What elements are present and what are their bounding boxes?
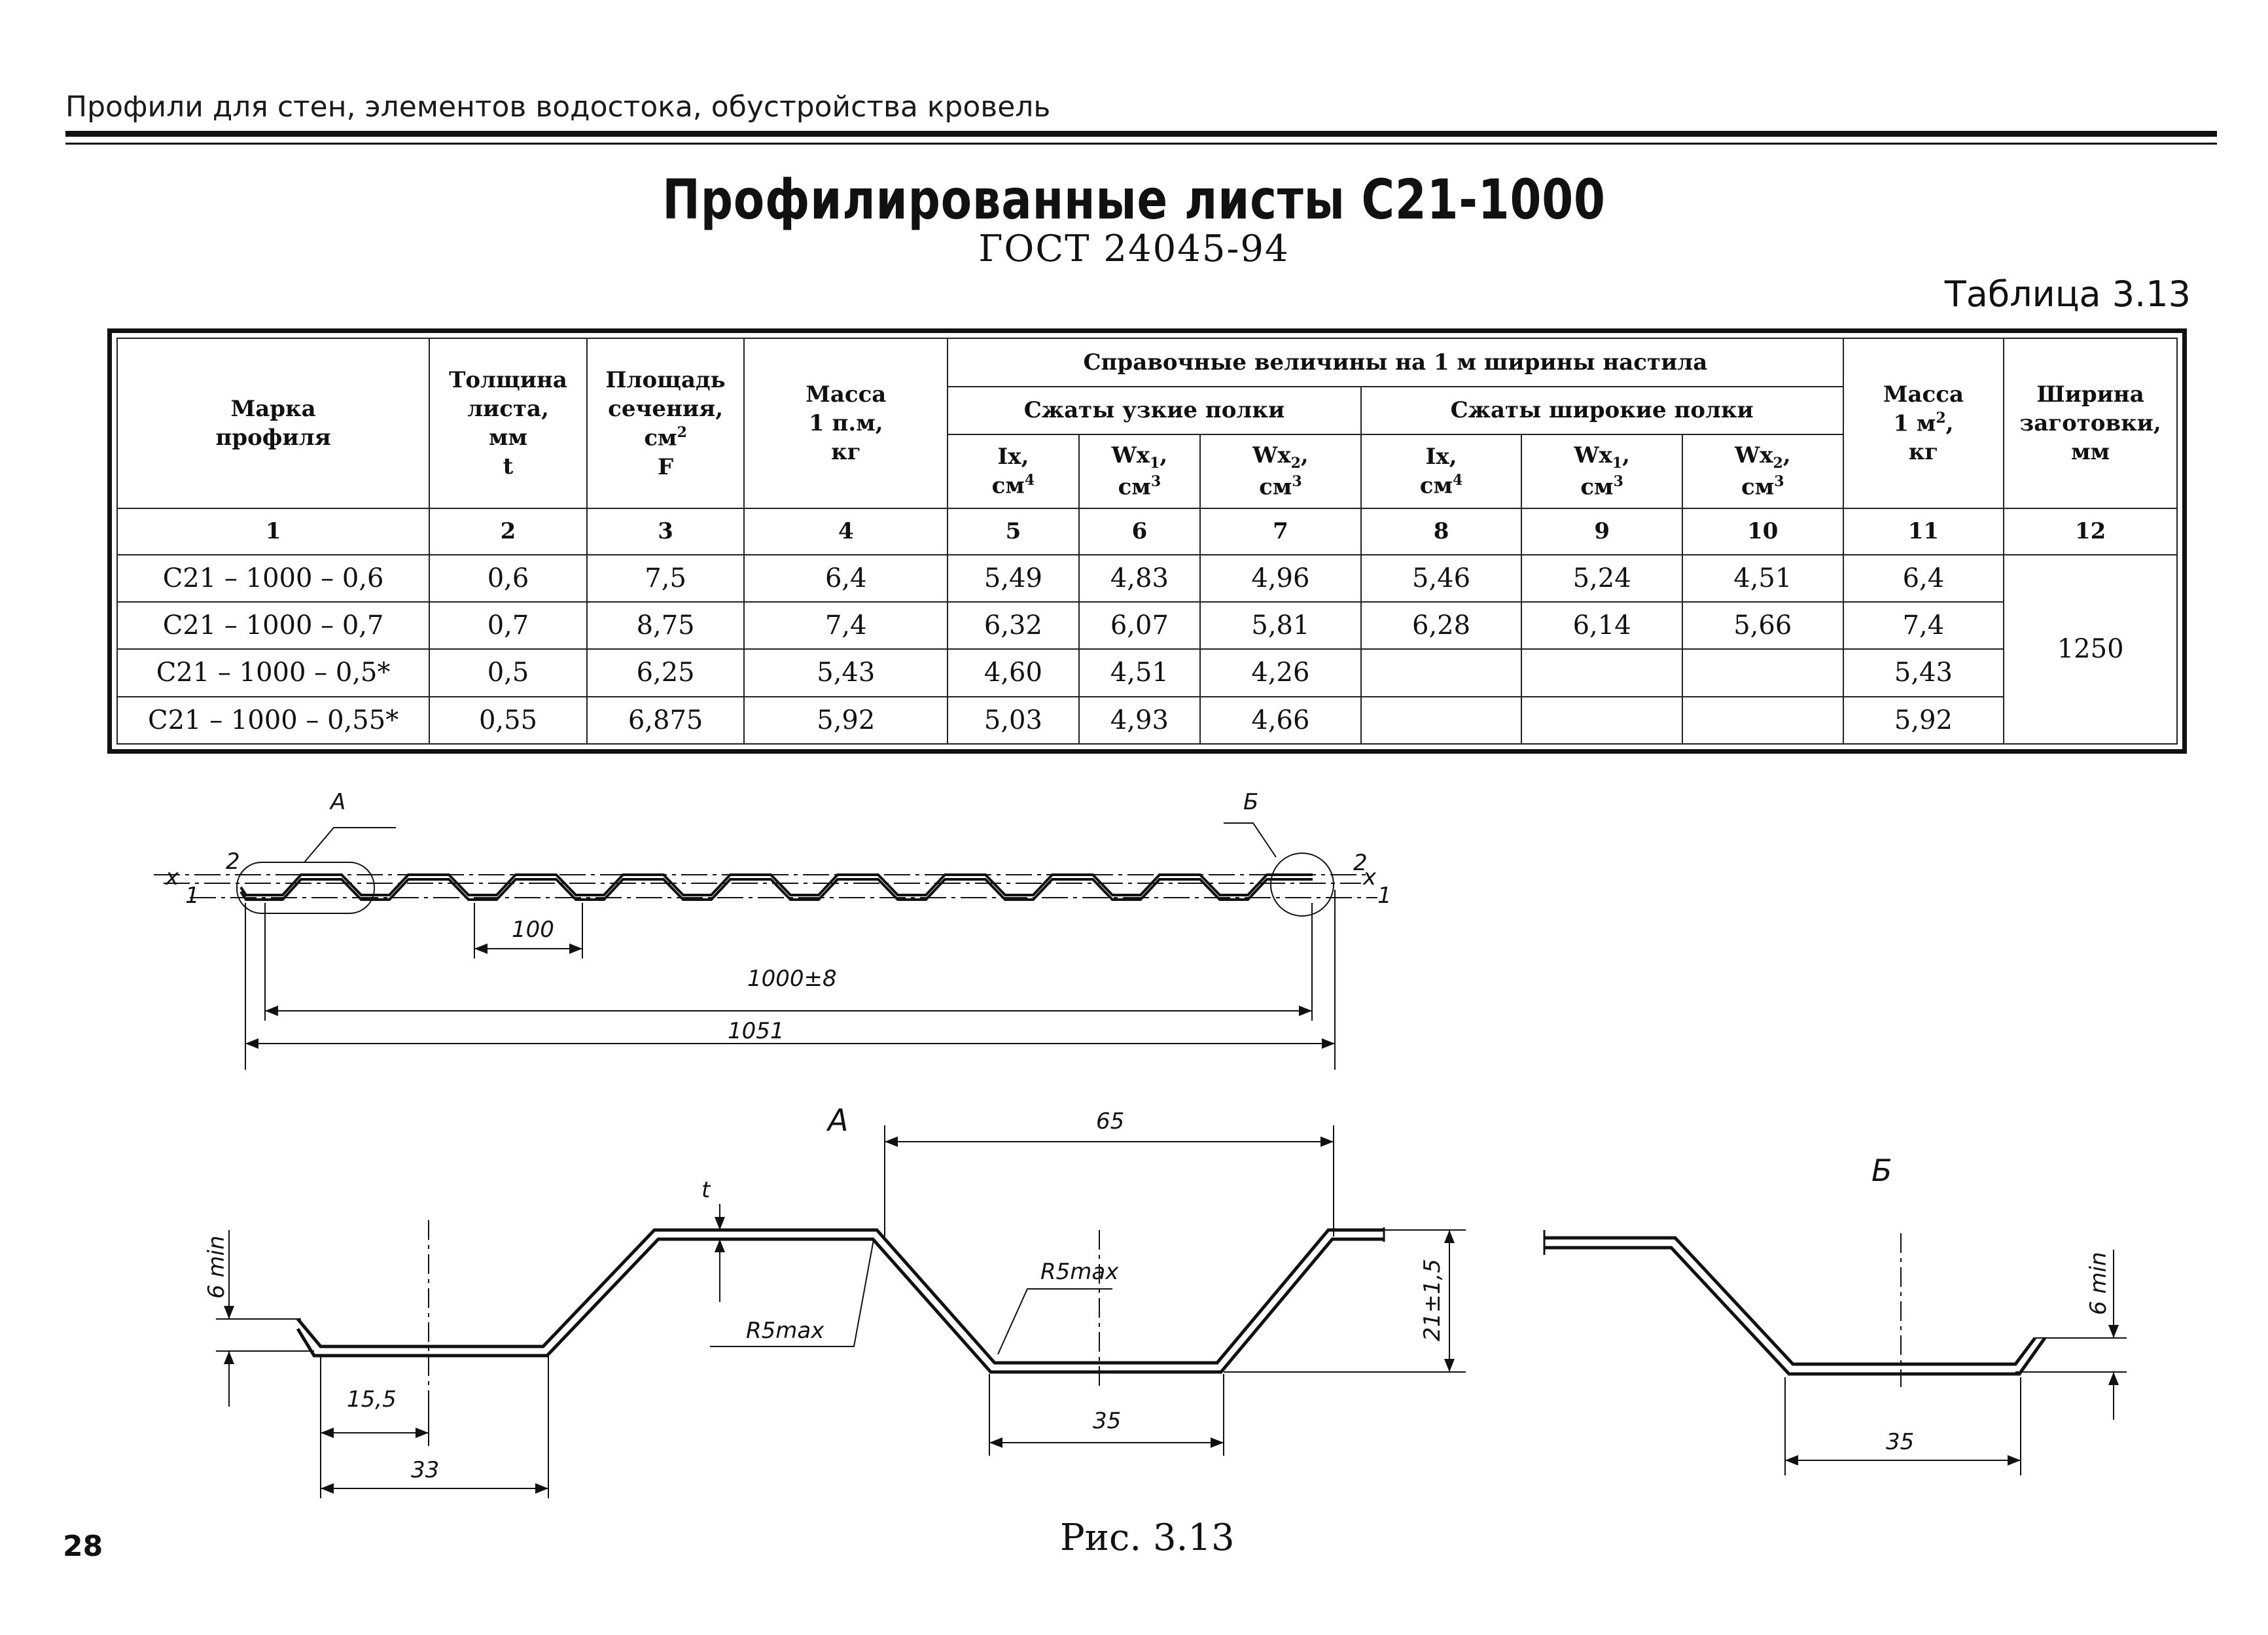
header-mass-per-meter: Масса 1 п.м, кг bbox=[744, 338, 948, 508]
column-number: 9 bbox=[1521, 508, 1682, 554]
dim-total-label: 1051 bbox=[728, 1018, 785, 1044]
header-profile-grade: Марка профиля bbox=[117, 338, 429, 508]
table-cell: 6,14 bbox=[1521, 602, 1682, 649]
dim-15-5-label: 15,5 bbox=[347, 1386, 397, 1413]
running-header: Профили для стен, элементов водостока, обустройства кровель bbox=[65, 90, 1051, 124]
header-wide-shelves: Сжаты широкие полки bbox=[1361, 387, 1843, 434]
axis-x-left: x bbox=[166, 864, 179, 890]
dim-6min-label-b: 6 min bbox=[2085, 1252, 2112, 1315]
table-cell bbox=[1682, 697, 1843, 744]
header-narrow-shelves: Сжаты узкие полки bbox=[948, 387, 1361, 434]
table-cell: 5,66 bbox=[1682, 602, 1843, 649]
detail-b-marker bbox=[1271, 853, 1334, 916]
table-cell: 4,26 bbox=[1200, 649, 1361, 696]
dim-t-label: t bbox=[701, 1177, 711, 1203]
header-wx2-wide: $Wx_2$, $см^3$ bbox=[1682, 434, 1843, 509]
axis-2-left: 2 bbox=[226, 849, 240, 875]
profile-drawing bbox=[0, 765, 2268, 1511]
dim-width-label: 1000±8 bbox=[747, 966, 837, 992]
detail-b-title: Б bbox=[1871, 1153, 1892, 1188]
table-row bbox=[117, 602, 2177, 649]
header-ix-wide: Ix, $см^4$ bbox=[1361, 434, 1522, 509]
spec-table-frame bbox=[107, 328, 2187, 754]
header-thickness: Толщина листа, мм t bbox=[429, 338, 587, 508]
table-cell: 4,83 bbox=[1079, 555, 1200, 602]
table-cell: 6,32 bbox=[948, 602, 1079, 649]
column-number: 12 bbox=[2004, 508, 2177, 554]
label-b-small: Б bbox=[1243, 789, 1259, 815]
column-number: 1 bbox=[117, 508, 429, 554]
detail-b-profile bbox=[1544, 1238, 2035, 1364]
column-number: 6 bbox=[1079, 508, 1200, 554]
profile-grade-cell: С21 – 1000 – 0,7 bbox=[117, 602, 429, 649]
header-reference-values: Справочные величины на 1 м ширины настила bbox=[948, 338, 1843, 387]
detail-a-profile-inner bbox=[298, 1239, 1384, 1372]
header-mass-per-m2: Масса 1 $м^2$, кг bbox=[1843, 338, 2004, 508]
table-cell: 5,92 bbox=[1843, 697, 2004, 744]
table-row bbox=[117, 697, 2177, 744]
dim-r5-label-left: R5max bbox=[746, 1318, 824, 1344]
table-cell bbox=[1521, 649, 1682, 696]
dim-pitch-label: 100 bbox=[512, 917, 554, 943]
table-cell bbox=[1361, 649, 1522, 696]
table-cell: 5,46 bbox=[1361, 555, 1522, 602]
table-cell: 5,81 bbox=[1200, 602, 1361, 649]
column-number: 4 bbox=[744, 508, 948, 554]
table-cell: 0,6 bbox=[429, 555, 587, 602]
page-title: Профилированные листы С21-1000 bbox=[662, 167, 1606, 232]
table-cell: 4,93 bbox=[1079, 697, 1200, 744]
table-cell: 5,92 bbox=[744, 697, 948, 744]
leader-b bbox=[1224, 823, 1276, 857]
axis-1-right: 1 bbox=[1377, 883, 1392, 909]
dim-35-label-b: 35 bbox=[1886, 1429, 1915, 1455]
table-cell: 5,43 bbox=[744, 649, 948, 696]
table-cell bbox=[1682, 649, 1843, 696]
header-ix-narrow: Ix, $см^4$ bbox=[948, 434, 1079, 509]
column-number: 2 bbox=[429, 508, 587, 554]
table-row bbox=[117, 555, 2177, 602]
axis-1-left: 1 bbox=[185, 883, 200, 909]
table-cell: 7,4 bbox=[1843, 602, 2004, 649]
header-wx1-wide: $Wx_1$, $см^3$ bbox=[1521, 434, 1682, 509]
table-cell: 5,49 bbox=[948, 555, 1079, 602]
table-label: Таблица 3.13 bbox=[1944, 273, 2191, 315]
table-cell bbox=[1521, 697, 1682, 744]
header-section-area: Площадь сечения, $см^2$ F bbox=[587, 338, 745, 508]
dim-33-label: 33 bbox=[411, 1457, 440, 1483]
column-number: 7 bbox=[1200, 508, 1361, 554]
column-number: 8 bbox=[1361, 508, 1522, 554]
dim-6min-label-a: 6 min bbox=[204, 1235, 230, 1299]
table-row bbox=[117, 649, 2177, 696]
header-rule-thin bbox=[65, 143, 2217, 145]
page-number: 28 bbox=[63, 1530, 103, 1563]
column-number: 3 bbox=[587, 508, 745, 554]
detail-b-profile-inner bbox=[1544, 1248, 2045, 1374]
table-cell: 6,07 bbox=[1079, 602, 1200, 649]
dim-top-label: 65 bbox=[1096, 1108, 1125, 1134]
table-cell: 5,24 bbox=[1521, 555, 1682, 602]
header-wx1-narrow: $Wx_1$, $см^3$ bbox=[1079, 434, 1200, 509]
dim-35-label-a: 35 bbox=[1093, 1408, 1122, 1434]
blank-width-cell: 1250 bbox=[2004, 555, 2177, 744]
label-a-small: А bbox=[330, 789, 346, 815]
column-number-row bbox=[117, 508, 2177, 554]
header-rule-thick bbox=[65, 131, 2217, 137]
profile-grade-cell: С21 – 1000 – 0,55* bbox=[117, 697, 429, 744]
table-cell: 4,51 bbox=[1682, 555, 1843, 602]
dim-height-label: 21±1,5 bbox=[1419, 1259, 1445, 1341]
table-cell: 7,4 bbox=[744, 602, 948, 649]
table-cell: 6,4 bbox=[744, 555, 948, 602]
profile-grade-cell: С21 – 1000 – 0,5* bbox=[117, 649, 429, 696]
table-cell: 0,7 bbox=[429, 602, 587, 649]
axis-2-right: 2 bbox=[1353, 850, 1368, 876]
table-cell: 4,51 bbox=[1079, 649, 1200, 696]
table-cell: 4,60 bbox=[948, 649, 1079, 696]
column-number: 11 bbox=[1843, 508, 2004, 554]
leader-r5-right bbox=[998, 1289, 1112, 1354]
column-number: 5 bbox=[948, 508, 1079, 554]
table-cell: 6,875 bbox=[587, 697, 745, 744]
detail-a-profile bbox=[298, 1230, 1384, 1363]
table-cell: 0,55 bbox=[429, 697, 587, 744]
table-cell: 4,96 bbox=[1200, 555, 1361, 602]
table-cell: 7,5 bbox=[587, 555, 745, 602]
table-cell: 6,4 bbox=[1843, 555, 2004, 602]
spec-table bbox=[116, 338, 2178, 745]
dim-r5-label-right: R5max bbox=[1040, 1259, 1119, 1285]
header-wx2-narrow: $Wx_2$, $см^3$ bbox=[1200, 434, 1361, 509]
axis-x-right: x bbox=[1363, 864, 1377, 890]
figure-caption: Рис. 3.13 bbox=[1060, 1517, 1235, 1559]
profile-grade-cell: С21 – 1000 – 0,6 bbox=[117, 555, 429, 602]
header-blank-width: Ширина заготовки, мм bbox=[2004, 338, 2177, 508]
table-cell bbox=[1361, 697, 1522, 744]
table-cell: 6,25 bbox=[587, 649, 745, 696]
table-cell: 5,43 bbox=[1843, 649, 2004, 696]
column-number: 10 bbox=[1682, 508, 1843, 554]
leader-a bbox=[304, 828, 396, 862]
table-cell: 6,28 bbox=[1361, 602, 1522, 649]
table-cell: 8,75 bbox=[587, 602, 745, 649]
detail-a-title: А bbox=[828, 1102, 849, 1138]
table-cell: 5,03 bbox=[948, 697, 1079, 744]
table-cell: 0,5 bbox=[429, 649, 587, 696]
table-cell: 4,66 bbox=[1200, 697, 1361, 744]
standard-reference: ГОСТ 24045-94 bbox=[978, 228, 1290, 270]
